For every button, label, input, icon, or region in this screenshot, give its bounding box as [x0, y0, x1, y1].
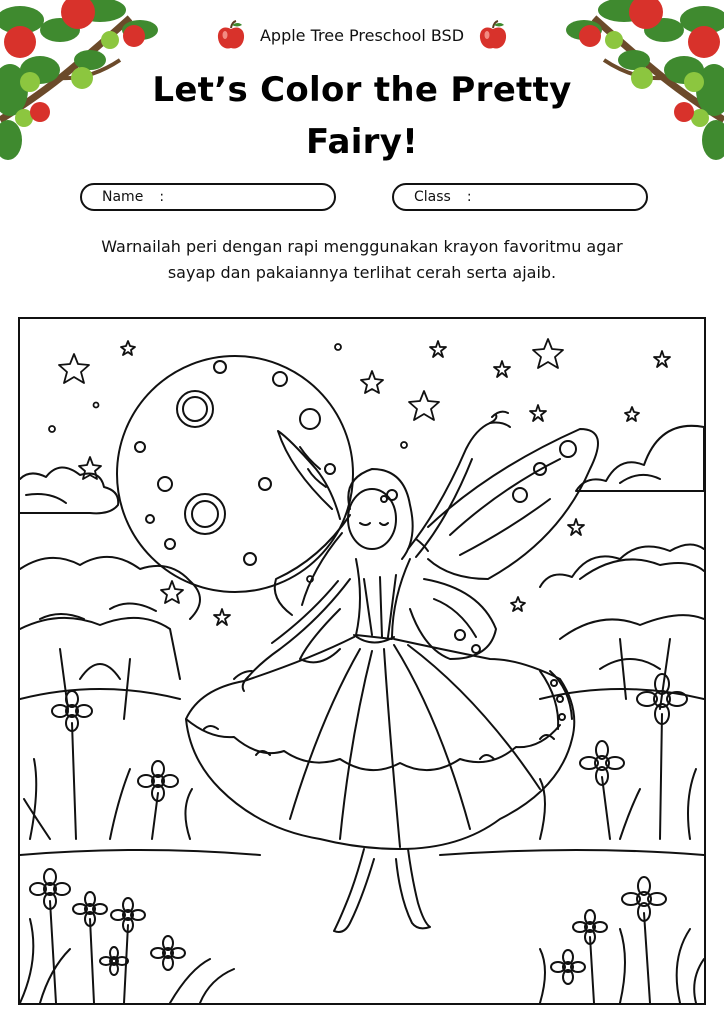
- name-label: Name: [102, 189, 144, 205]
- apple-icon: [478, 19, 508, 51]
- instruction-line-2: sayap dan pakaiannya terlihat cerah serta ajaib.: [167, 263, 557, 282]
- flowers-and-grass: [20, 674, 704, 1003]
- page-title: [0, 64, 724, 168]
- school-name: Apple Tree Preschool BSD: [259, 25, 465, 45]
- fairy-coloring-illustration: [20, 319, 704, 1003]
- fairy-wings: [278, 429, 598, 662]
- moon: [117, 356, 353, 592]
- instruction-line-1: Warnailah peri dengan rapi menggunakan krayon favoritmu agar: [101, 237, 623, 256]
- apple-icon: [216, 19, 246, 51]
- title-line-2: Fairy!: [305, 122, 419, 162]
- coloring-area[interactable]: [18, 317, 706, 1005]
- instruction-text: [60, 234, 664, 286]
- title-line-1: Let’s Color the Pretty: [152, 70, 572, 110]
- clouds: [20, 426, 704, 587]
- class-label: Class: [414, 189, 451, 205]
- school-header: [0, 18, 724, 52]
- class-field[interactable]: [392, 183, 648, 211]
- name-field[interactable]: [80, 183, 336, 211]
- class-separator: :: [466, 189, 472, 205]
- name-separator: :: [159, 189, 165, 205]
